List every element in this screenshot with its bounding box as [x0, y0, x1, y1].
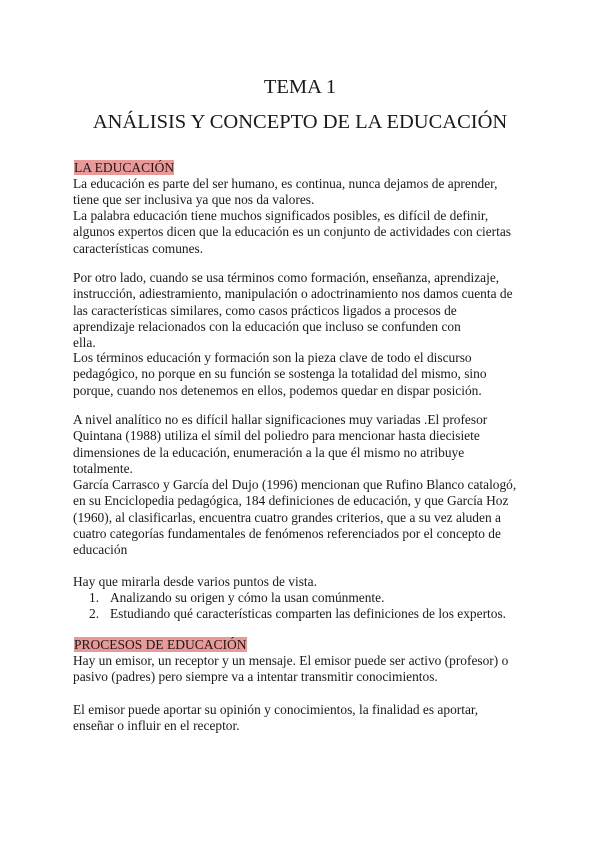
paragraph-line: cuatro categorías fundamentales de fenómenos referenciados por el concepto de — [73, 525, 501, 541]
page-subtitle: ANÁLISIS Y CONCEPTO DE LA EDUCACIÓN — [92, 111, 508, 133]
section-heading-text: PROCESOS DE EDUCACIÓN — [74, 637, 247, 652]
paragraph — [73, 574, 528, 590]
paragraph-line: en su Enciclopedia pedagógica, 184 definiciones de educación, y que García Hoz — [73, 493, 509, 509]
paragraph-line: ella. — [73, 335, 96, 351]
paragraph-line: dimensiones de la educación, enumeración a la que él mismo no atribuye — [73, 444, 465, 460]
paragraph-line: La palabra educación tiene muchos significados posibles, es difícil de definir, — [73, 208, 489, 223]
paragraph — [73, 412, 528, 477]
list-item-text: Analizando su origen y cómo la usan comúnmente. — [110, 590, 385, 605]
paragraph — [73, 702, 528, 735]
paragraph-line: tiene que ser inclusiva ya que nos da valores. — [73, 192, 315, 208]
paragraph-line: (1960), al clasificarlas, encuentra cuatro grandes criterios, que a su vez aluden a — [73, 509, 501, 525]
paragraph — [73, 653, 528, 686]
paragraph-line: totalmente. — [73, 460, 133, 476]
paragraph-line: instrucción, adiestramiento, manipulación o adoctrinamiento nos damos cuenta de — [73, 286, 513, 302]
paragraph-line: Por otro lado, cuando se usa términos como formación, enseñanza, aprendizaje, — [73, 270, 500, 285]
page-title: TEMA 1 — [263, 76, 337, 98]
paragraph-line: Los términos educación y formación son la pieza clave de todo el discurso — [73, 350, 472, 365]
paragraph-line: pasivo (padres) pero siempre va a intentar transmitir conocimientos. — [73, 669, 438, 685]
paragraph-line: educación — [73, 542, 128, 558]
paragraph — [73, 477, 528, 558]
paragraph-line: La educación es parte del ser humano, es continua, nunca dejamos de aprender, — [73, 176, 498, 191]
paragraph-line: aprendizaje relacionados con la educación que incluso se confunden con — [73, 318, 461, 334]
paragraph — [73, 270, 528, 351]
list-item — [73, 590, 528, 606]
paragraph-line: algunos expertos dicen que la educación es un conjunto de actividades con ciertas — [73, 224, 512, 240]
paragraph-line: Hay que mirarla desde varios puntos de vista. — [73, 574, 317, 589]
list-item — [73, 606, 528, 622]
paragraph-line: Hay un emisor, un receptor y un mensaje. El emisor puede ser activo (profesor) o — [73, 653, 509, 668]
list-item-text: Estudiando qué características comparten las definiciones de los expertos. — [110, 606, 506, 622]
paragraph-line: las características similares, como casos prácticos ligados a procesos de — [73, 302, 457, 318]
paragraph-line: El emisor puede aportar su opinión y conocimientos, la finalidad es aportar, — [73, 702, 479, 717]
paragraph — [73, 176, 528, 209]
paragraph — [73, 208, 528, 257]
paragraph-line: Quintana (1988) utiliza el símil del poliedro para mencionar hasta diecisiete — [73, 428, 480, 444]
paragraph-line: porque, cuando nos detenemos en ellos, podemos quedar en dispar posición. — [73, 382, 482, 398]
paragraph-line: A nivel analítico no es difícil hallar significaciones muy variadas .El profesor — [73, 412, 488, 427]
list-number: 1. — [89, 590, 100, 605]
paragraph-line: enseñar o influir en el receptor. — [73, 718, 240, 734]
numbered-list — [73, 590, 528, 623]
section-heading-la-educacion — [73, 160, 175, 176]
paragraph-line: características comunes. — [73, 240, 204, 256]
section-heading-procesos-de-educacion — [73, 637, 248, 653]
list-number: 2. — [89, 606, 100, 622]
paragraph-line: pedagógico, no porque en su función se sostenga la totalidad del mismo, sino — [73, 366, 487, 382]
section-heading-text: LA EDUCACIÓN — [74, 160, 175, 175]
paragraph — [73, 350, 528, 399]
paragraph-line: García Carrasco y García del Dujo (1996) mencionan que Rufino Blanco catalogó, — [73, 477, 517, 492]
